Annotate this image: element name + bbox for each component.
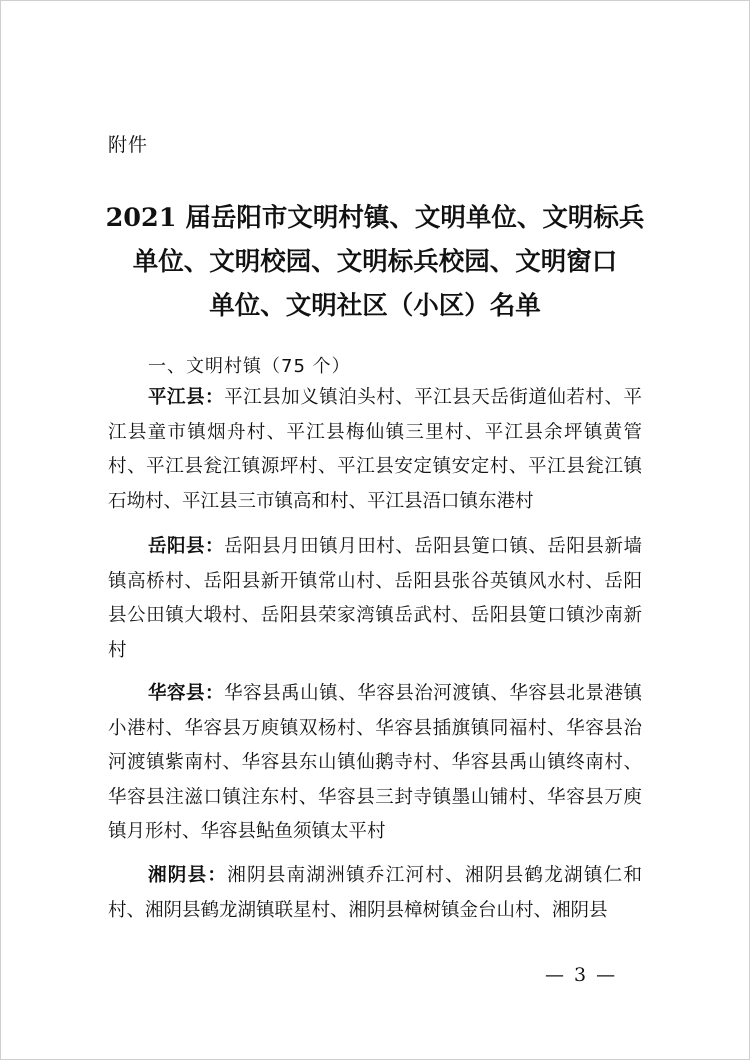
county-villages: 湘阴县南湖洲镇乔江河村、湘阴县鹤龙湖镇仁和村、湘阴县鹤龙湖镇联星村、湘阴县樟树镇金台山村、湘阴县 <box>108 865 642 921</box>
section-heading: 一、文明村镇（75 个） <box>148 356 351 377</box>
county-name: 华容县： <box>148 683 225 704</box>
title-line: 单位、文明社区（小区）名单 <box>209 291 541 321</box>
county-villages: 平江县加义镇泊头村、平江县天岳街道仙若村、平江县童市镇烟舟村、平江县梅仙镇三里村、平江县余坪镇黄管村、平江县瓮江镇源坪村、平江县安定镇安定村、平江县瓮江镇石坳村、平江县三市镇高和村、平江县浯口镇东港村 <box>108 387 642 512</box>
county-villages: 岳阳县月田镇月田村、岳阳县筻口镇、岳阳县新墙镇高桥村、岳阳县新开镇常山村、岳阳县张谷英镇风水村、岳阳县公田镇大塅村、岳阳县荣家湾镇岳武村、岳阳县筻口镇沙南新村 <box>108 536 642 661</box>
county-paragraph-pingjiang <box>108 381 642 519</box>
county-name: 湘阴县： <box>148 865 228 886</box>
county-name: 平江县： <box>148 387 225 408</box>
county-paragraph-huarong <box>108 677 642 850</box>
document-title <box>100 196 650 328</box>
county-paragraph-yueyang <box>108 530 642 668</box>
title-line: 2021 届岳阳市文明村镇、文明单位、文明标兵 <box>105 203 645 233</box>
title-line: 单位、文明校园、文明标兵校园、文明窗口 <box>132 247 618 277</box>
page-number: — 3 — <box>545 964 618 986</box>
county-name: 岳阳县： <box>148 536 225 557</box>
attachment-label: 附件 <box>108 134 149 156</box>
county-paragraph-xiangyin <box>108 859 642 928</box>
county-villages: 华容县禹山镇、华容县治河渡镇、华容县北景港镇小港村、华容县万庾镇双杨村、华容县插旗镇同福村、华容县治河渡镇紫南村、华容县东山镇仙鹅寺村、华容县禹山镇终南村、华容县注滋口镇注东村、华容县三封寺镇墨山铺村、华容县万庾镇月形村、华容县鲇鱼须镇太平村 <box>108 683 642 842</box>
